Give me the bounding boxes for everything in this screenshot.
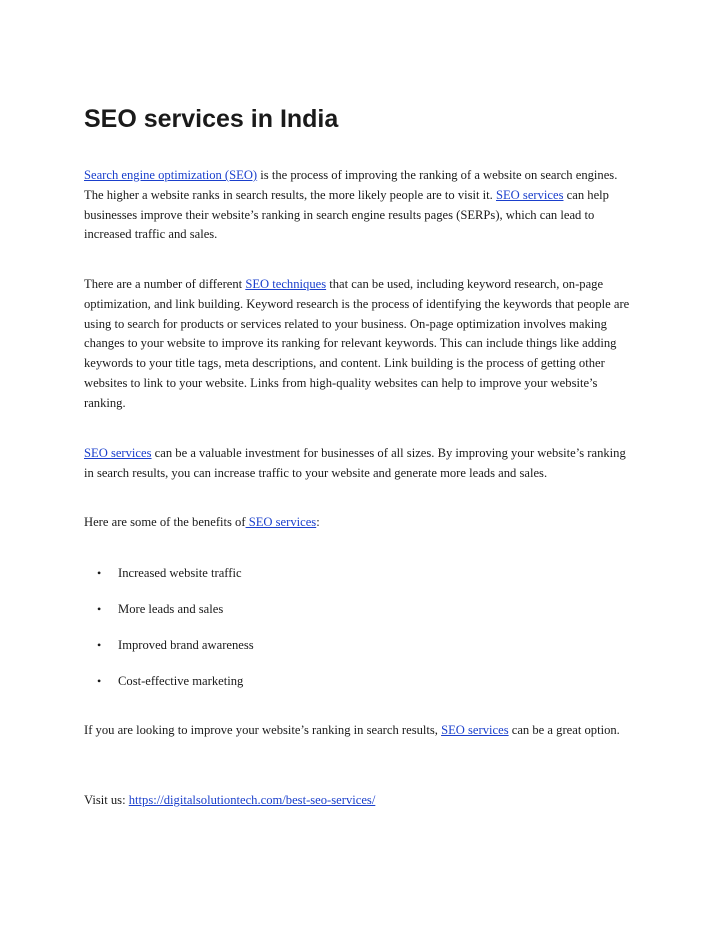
seo-services-link-3[interactable]: SEO services	[245, 515, 317, 529]
benefits-text-2: :	[316, 515, 320, 529]
investment-paragraph	[84, 444, 638, 484]
list-item	[84, 563, 254, 599]
list-item	[84, 671, 254, 707]
investment-text: can be a valuable investment for businesses of all sizes. By improving your website’s ranking in search results, you can increase traffic to your website and generate more leads and sales.	[84, 446, 626, 480]
intro-text-2: can help businesses improve their website’s ranking in search engine results pages (SERPs), which can lead to increased traffic and sales.	[84, 187, 609, 242]
list-item	[84, 635, 254, 671]
website-url-link[interactable]: https://digitalsolutiontech.com/best-seo-services/	[128, 793, 376, 807]
visit-paragraph	[84, 791, 638, 811]
seo-services-link-2[interactable]: SEO services	[84, 446, 152, 460]
benefits-intro	[84, 513, 638, 533]
bullet-icon: •	[97, 602, 102, 616]
benefits-list	[84, 563, 254, 707]
list-item-label: Increased website traffic	[118, 566, 242, 580]
benefits-text-1: Here are some of the benefits of	[84, 515, 246, 529]
bullet-icon: •	[97, 674, 102, 688]
intro-text-1: is the process of improving the ranking of a website on search engines. The higher a website ranks in search results, the more likely people are to visit it.	[84, 168, 618, 202]
list-item-label: More leads and sales	[118, 602, 224, 616]
bullet-icon: •	[97, 638, 102, 652]
page-title: SEO services in India	[84, 105, 339, 133]
list-item-label: Cost-effective marketing	[118, 674, 244, 688]
closing-paragraph	[84, 721, 638, 741]
visit-label: Visit us:	[84, 793, 129, 807]
techniques-text-1: There are a number of different	[84, 277, 246, 291]
seo-services-link-4[interactable]: SEO services	[441, 723, 509, 737]
techniques-paragraph	[84, 275, 638, 414]
closing-text-1: If you are looking to improve your website’s ranking in search results,	[84, 723, 442, 737]
list-item	[84, 599, 254, 635]
seo-techniques-link[interactable]: SEO techniques	[245, 277, 327, 291]
seo-definition-link[interactable]: Search engine optimization (SEO)	[84, 168, 258, 182]
bullet-icon: •	[97, 566, 102, 580]
techniques-text-2: that can be used, including keyword research, on-page optimization, and link building. Keyword research is the process of identifying the keywords that people are using to search for products or services related to your business. On-page optimization involves making changes to your website to improve its ranking for relevant keywords. This can include things like adding keywords to your title tags, meta descriptions, and content. Link building is the process of getting other websites to link to your website. Links from high-quality websites can help to improve your website’s ranking.	[84, 277, 630, 410]
intro-paragraph	[84, 166, 638, 245]
closing-text-2: can be a great option.	[508, 723, 620, 737]
list-item-label: Improved brand awareness	[118, 638, 254, 652]
seo-services-link-1[interactable]: SEO services	[495, 187, 564, 202]
